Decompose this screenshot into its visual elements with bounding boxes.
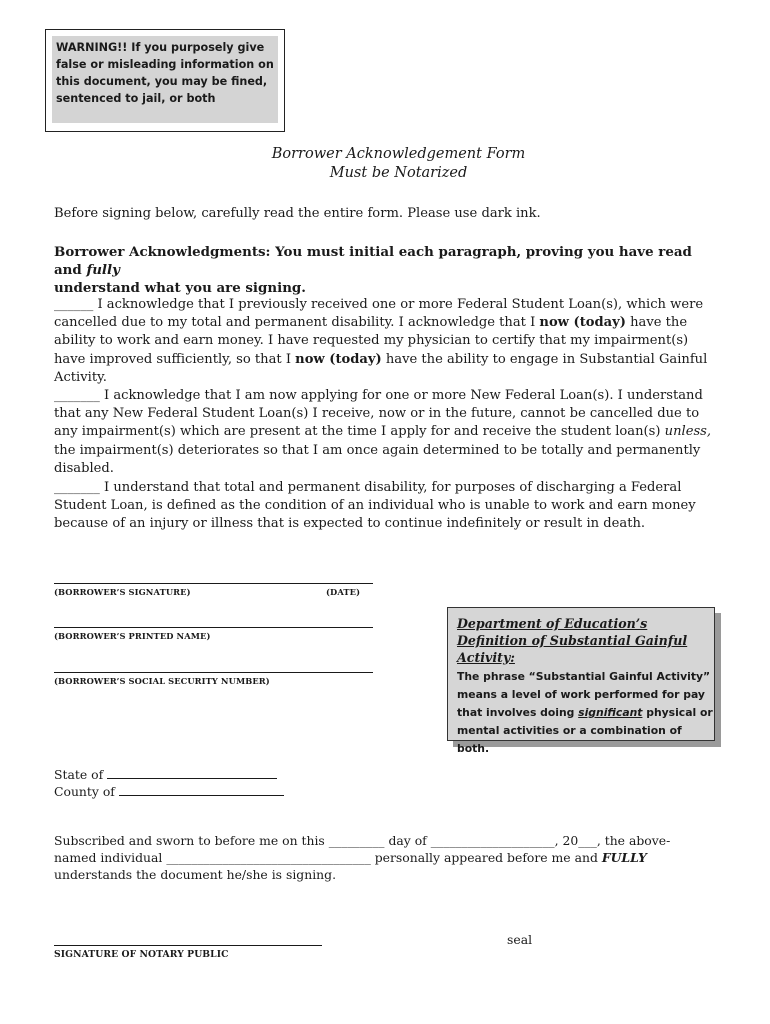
- ssn-line[interactable]: [54, 672, 373, 673]
- acknowledgments-heading: [54, 243, 719, 298]
- notary-signature-line[interactable]: [54, 945, 322, 946]
- definition-heading: Department of Education’s Definition of Substantial Gainful Activity:: [457, 616, 688, 665]
- paragraph-text: I acknowledge that I previously received one or more Federal Student Loan(s), which were cancelled due to my total and permanent disability. I acknowledge that I: [54, 297, 704, 331]
- paragraph-text: I understand that total and permanent disability, for purposes of discharging a Federal Student Loan, is defined as the condition of an individual who is unable to work and earn money because of an injury or illness that is expected to continue indefinitely or result in death.: [54, 480, 696, 532]
- notary-statement: [54, 832, 694, 883]
- acknowledgments-heading-text: Borrower Acknowledgments: You must initial each paragraph, proving you have read and: [54, 244, 692, 279]
- notary-text: day of: [384, 833, 431, 848]
- day-blank[interactable]: _________: [328, 833, 385, 848]
- paragraph-text: the impairment(s) deteriorates so that I am once again determined to be totally and permanently disabled.: [54, 442, 701, 476]
- warning-line: sentenced to jail, or both: [56, 92, 216, 105]
- ssn-label: (BORROWER’S SOCIAL SECURITY NUMBER): [54, 676, 270, 686]
- acknowledgments-heading-text-2: understand what you are signing.: [54, 280, 306, 297]
- paragraph-emphasis: now (today): [295, 351, 382, 367]
- notary-text: Subscribed and sworn to before me on this: [54, 833, 329, 848]
- definition-text: physical or mental activities or a combination of both.: [457, 706, 713, 755]
- printed-name-line[interactable]: [54, 627, 373, 628]
- notary-text: personally appeared before me and: [370, 850, 602, 865]
- initial-blank[interactable]: _______: [54, 388, 100, 403]
- form-subtitle-line: Must be Notarized: [329, 165, 468, 181]
- county-label: County of: [54, 784, 119, 799]
- state-field: [54, 766, 277, 783]
- seal-label: seal: [507, 932, 533, 947]
- acknowledgments-heading-emphasis: fully: [86, 262, 120, 279]
- state-input-line[interactable]: [107, 766, 277, 779]
- definition-emphasis: significant: [578, 706, 643, 719]
- borrower-signature-line[interactable]: [54, 583, 373, 584]
- year-blank[interactable]: ___: [578, 833, 597, 848]
- notary-text: understands the document he/she is signing.: [54, 867, 337, 882]
- date-label: (DATE): [326, 587, 361, 597]
- initial-blank[interactable]: ______: [54, 297, 94, 312]
- paragraph-text: have the ability to engage in Substantial Gainful Activity.: [54, 351, 708, 385]
- initial-blank[interactable]: _______: [54, 480, 100, 495]
- notary-emphasis: FULLY: [601, 850, 647, 865]
- warning-text: [52, 36, 278, 123]
- warning-box: [45, 29, 285, 132]
- paragraph-emphasis: unless,: [664, 424, 712, 440]
- paragraph-text: I acknowledge that I am now applying for one or more New Federal Loan(s). I understand that any New Federal Student Loan(s) I receive, now or in the future, cannot be cancelled due to any impairment(s) which are present at the time I apply for and receive the student loan(s): [54, 388, 703, 440]
- month-blank[interactable]: ____________________: [430, 833, 555, 848]
- warning-line: false or misleading information on: [56, 58, 274, 71]
- acknowledgment-paragraph-3: [54, 479, 719, 534]
- borrower-signature-label: (BORROWER’S SIGNATURE): [54, 587, 191, 597]
- notary-text: , 20: [554, 833, 579, 848]
- state-label: State of: [54, 767, 108, 782]
- acknowledgment-paragraph-2: [54, 387, 719, 478]
- intro-instructions: Before signing below, carefully read the entire form. Please use dark ink.: [54, 206, 541, 221]
- definition-body: [457, 668, 715, 758]
- individual-name-blank[interactable]: _________________________________: [166, 850, 371, 865]
- warning-line: this document, you may be fined,: [56, 75, 268, 88]
- printed-name-label: (BORROWER’S PRINTED NAME): [54, 631, 211, 641]
- form-title: [0, 145, 770, 183]
- paragraph-text: have the ability to work and earn money. I have requested my physician to certify that my impairment(s) have improved sufficiently, so that I: [54, 315, 689, 367]
- notary-signature-label: SIGNATURE OF NOTARY PUBLIC: [54, 949, 229, 960]
- county-input-line[interactable]: [119, 783, 284, 796]
- definition-box: [447, 607, 715, 755]
- county-field: [54, 783, 284, 800]
- acknowledgment-paragraph-1: [54, 296, 719, 387]
- paragraph-emphasis: now (today): [539, 315, 626, 331]
- definition-text: The phrase “Substantial Gainful Activity” means a level of work performed for pay that involves doing: [457, 670, 711, 719]
- notary-text: , the above-named individual: [54, 833, 671, 865]
- warning-line: WARNING!! If you purposely give: [56, 41, 265, 54]
- form-title-line: Borrower Acknowledgement Form: [271, 146, 526, 162]
